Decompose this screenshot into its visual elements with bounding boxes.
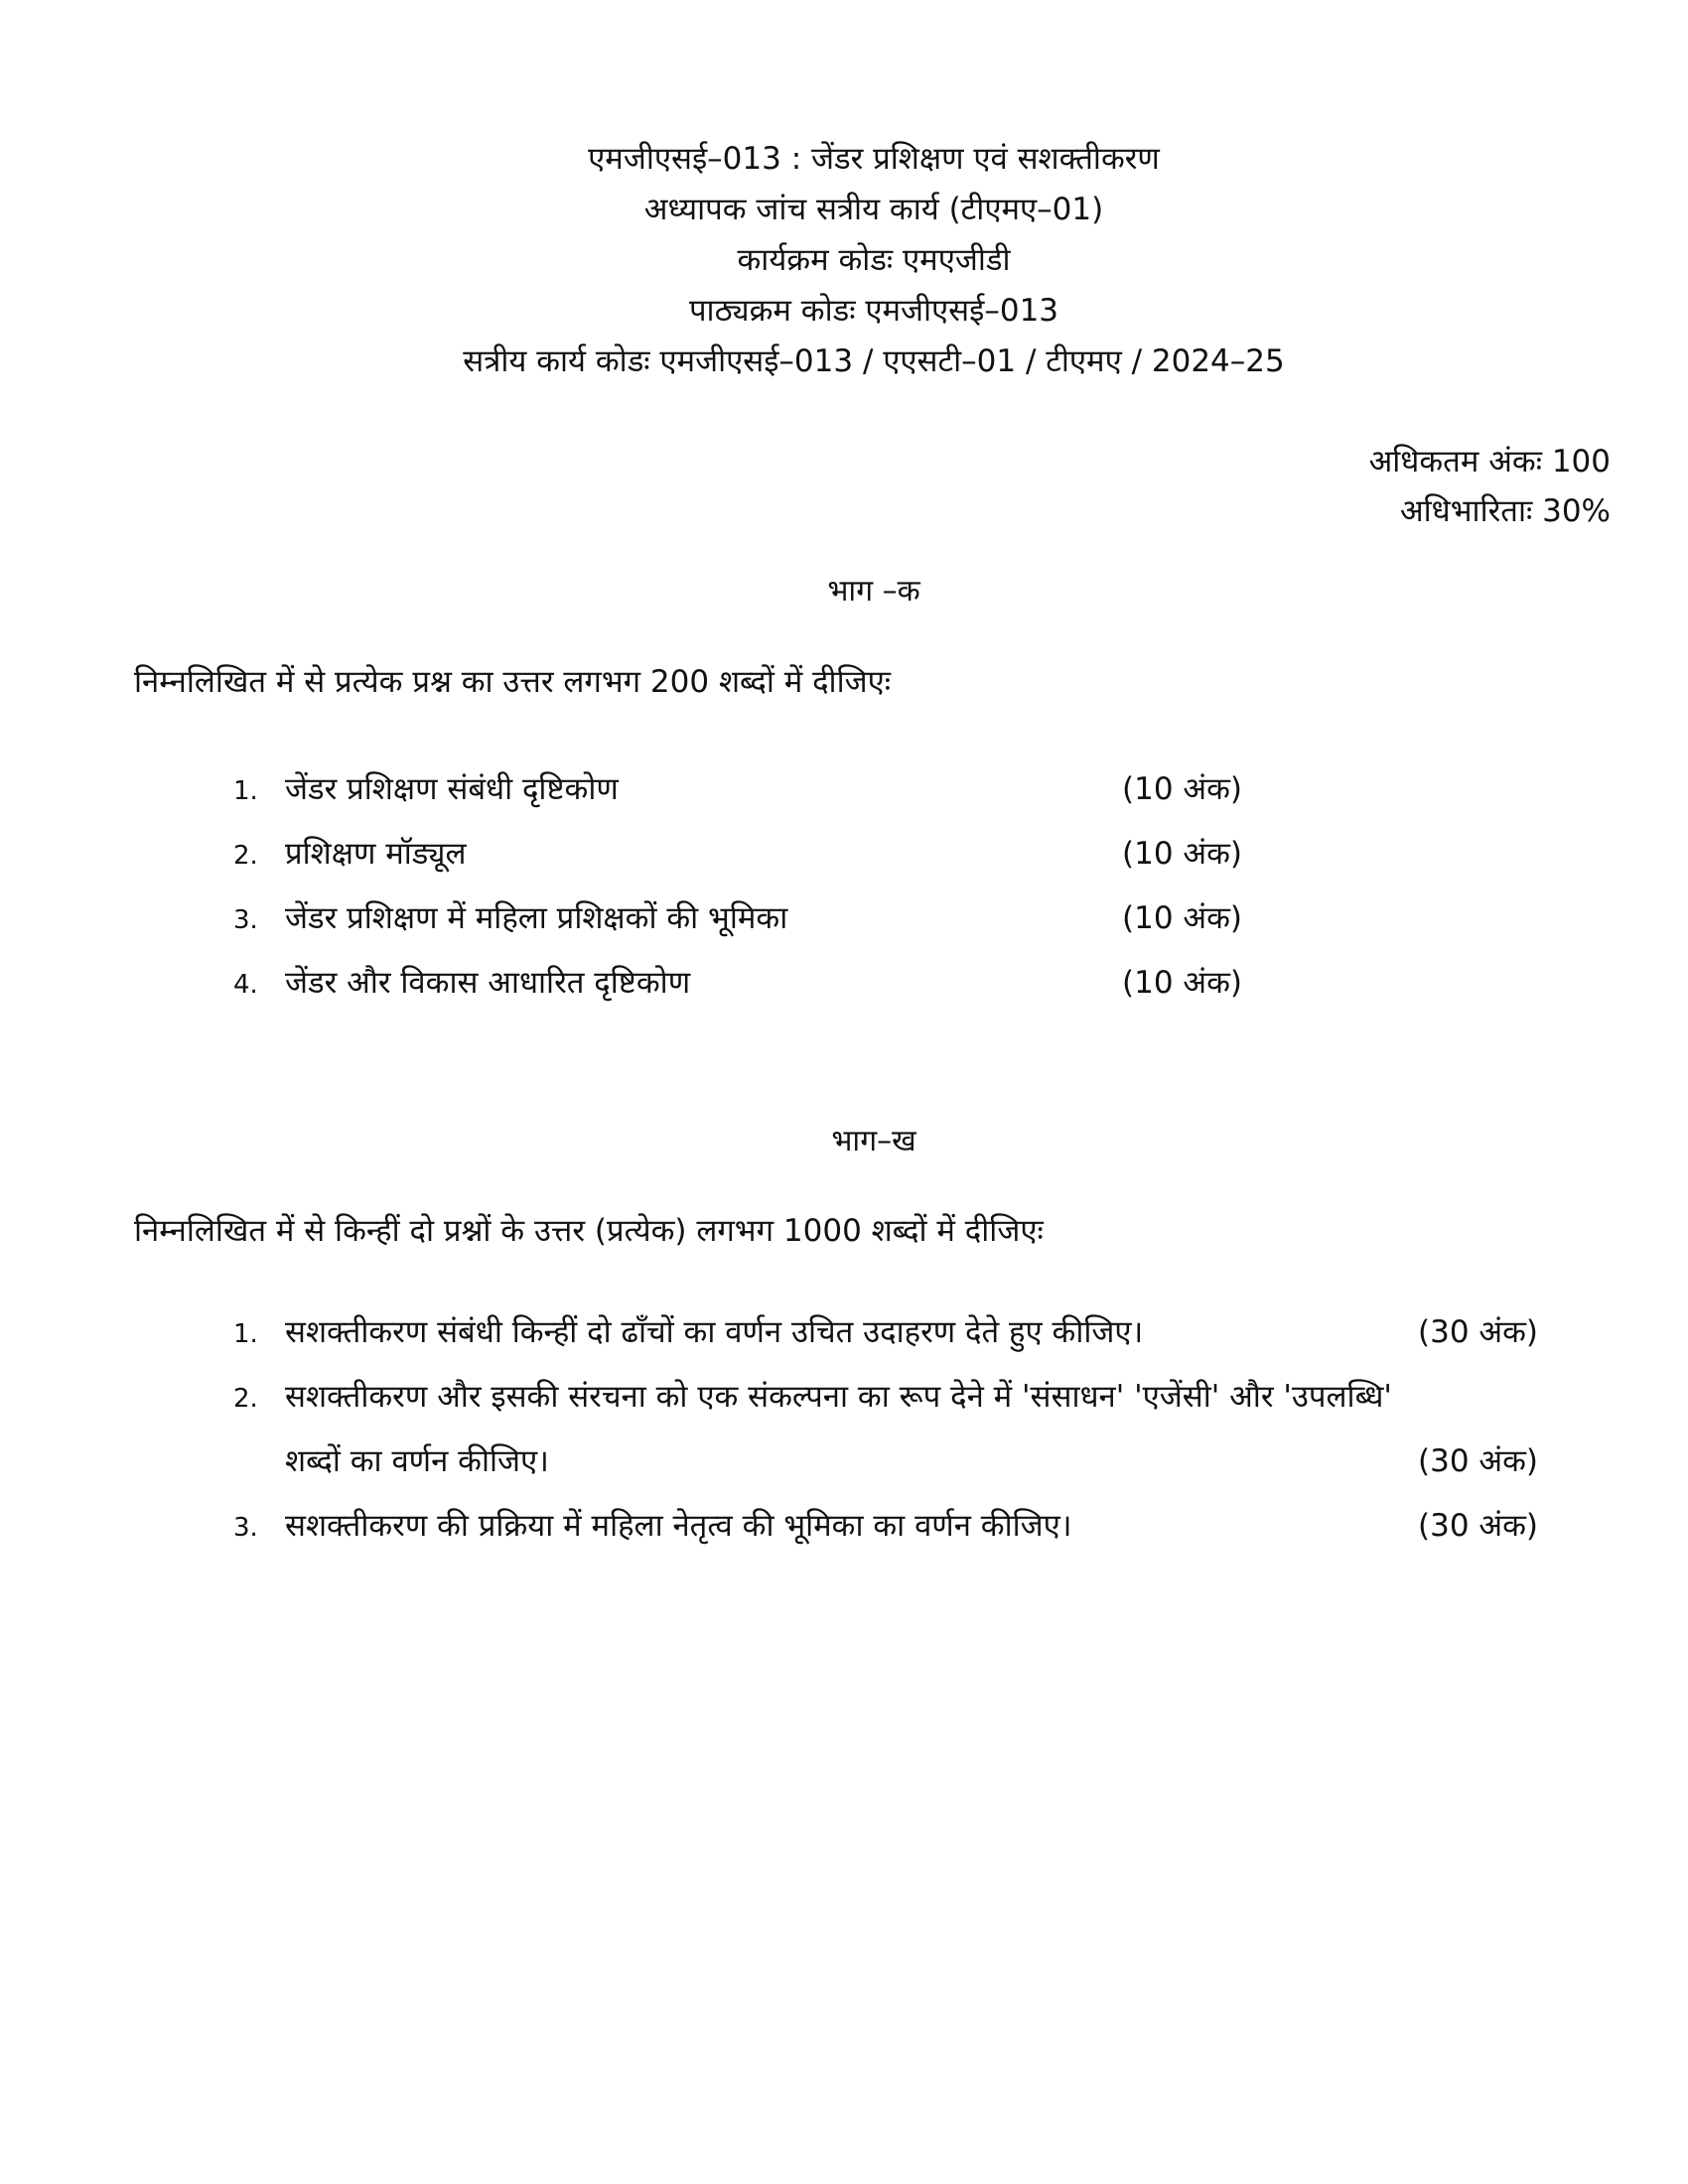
- question-number: 3.: [233, 1513, 258, 1543]
- question-marks: (30 अंक): [1418, 1443, 1538, 1479]
- assignment-title: अध्यापक जांच सत्रीय कार्य (टीएमए–01): [643, 192, 1104, 227]
- assignment-code: सत्रीय कार्य कोडः एमजीएसई–013 / एएसटी–01 / टीएमए / 2024–25: [463, 343, 1285, 379]
- document-header: [0, 134, 1688, 387]
- question-marks: (10 अंक): [1122, 771, 1242, 807]
- course-code: पाठ्यक्रम कोडः एमजीएसई–013: [688, 293, 1059, 329]
- part-b-question: [233, 1312, 1143, 1354]
- part-b-instruction: निम्नलिखित में से किन्हीं दो प्रश्नों के उत्तर (प्रत्येक) लगभग 1000 शब्दों में दीजिएः: [134, 1213, 1044, 1249]
- part-a-instruction: निम्नलिखित में से प्रत्येक प्रश्न का उत्तर लगभग 200 शब्दों में दीजिएः: [134, 664, 892, 700]
- part-b-question: [233, 1377, 1392, 1419]
- question-number: 2.: [233, 841, 258, 871]
- question-marks: (10 अंक): [1122, 836, 1242, 872]
- part-b-question: [233, 1506, 1072, 1548]
- question-text: जेंडर प्रशिक्षण में महिला प्रशिक्षकों की भूमिका: [285, 900, 788, 936]
- part-a-question: [233, 963, 690, 1005]
- question-number: 3.: [233, 905, 258, 935]
- weightage: अधिभारिताः 30%: [1399, 493, 1611, 529]
- part-a-question: [233, 834, 467, 876]
- question-text-continued: शब्दों का वर्णन कीजिए।: [285, 1443, 549, 1479]
- part-b-title: भाग–ख: [831, 1124, 916, 1159]
- question-number: 1.: [233, 776, 258, 806]
- question-text: सशक्तीकरण और इसकी संरचना को एक संकल्पना का रूप देने में 'संसाधन' 'एजेंसी' और 'उपलब्धि': [285, 1379, 1392, 1415]
- marks-info: [1369, 437, 1611, 536]
- question-marks: (10 अंक): [1122, 965, 1242, 1001]
- question-text: सशक्तीकरण की प्रक्रिया में महिला नेतृत्व की भूमिका का वर्णन कीजिए।: [285, 1508, 1072, 1544]
- question-text: प्रशिक्षण मॉड्यूल: [285, 836, 467, 872]
- question-number: 1.: [233, 1319, 258, 1349]
- max-marks: अधिकतम अंकः 100: [1368, 444, 1611, 479]
- part-a-title: भाग –क: [827, 574, 920, 609]
- question-marks: (10 अंक): [1122, 900, 1242, 936]
- question-text: जेंडर और विकास आधारित दृष्टिकोण: [285, 965, 691, 1001]
- course-title: एमजीएसई–013 : जेंडर प्रशिक्षण एवं सशक्तीकरण: [588, 141, 1160, 177]
- question-number: 2.: [233, 1384, 258, 1414]
- question-text: सशक्तीकरण संबंधी किन्हीं दो ढाँचों का वर्णन उचित उदाहरण देते हुए कीजिए।: [285, 1314, 1144, 1350]
- part-a-question: [233, 769, 619, 811]
- part-a-question: [233, 898, 787, 940]
- question-marks: (30 अंक): [1418, 1508, 1538, 1544]
- programme-code: कार्यक्रम कोडः एमएजीडी: [737, 242, 1011, 278]
- question-number: 4.: [233, 970, 258, 1000]
- question-marks: (30 अंक): [1418, 1314, 1538, 1350]
- question-text: जेंडर प्रशिक्षण संबंधी दृष्टिकोण: [285, 771, 619, 807]
